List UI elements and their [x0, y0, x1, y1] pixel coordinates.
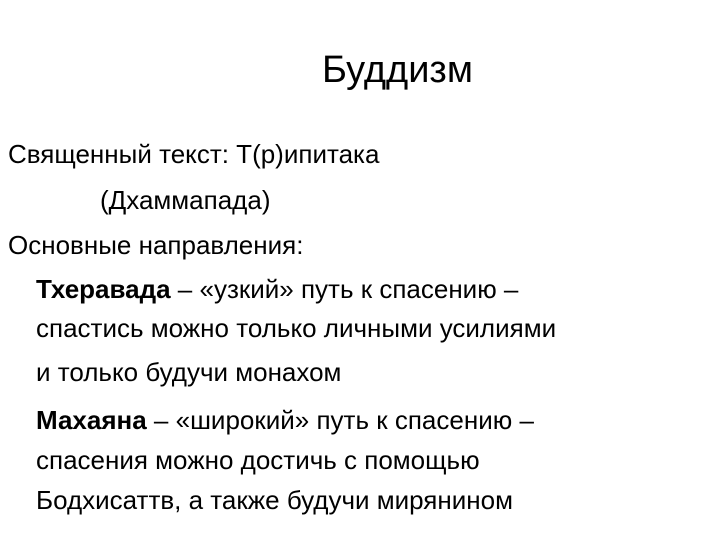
- mahayana-name: Махаяна: [36, 405, 147, 435]
- theravada-desc-1: – «узкий» путь к спасению –: [170, 274, 519, 304]
- sacred-text-note: (Дхаммапада): [100, 185, 271, 215]
- mahayana-desc-1: – «широкий» путь к спасению –: [146, 405, 534, 435]
- directions-heading: Основные направления:: [8, 230, 304, 260]
- theravada-name: Тхеравада: [36, 274, 171, 304]
- theravada-desc-3: и только будучи монахом: [36, 357, 342, 387]
- mahayana-desc-3: Бодхисаттв, а также будучи мирянином: [36, 485, 513, 515]
- mahayana-line-1: [36, 404, 534, 436]
- theravada-desc-2: спастись можно только личными усилиями: [36, 313, 557, 343]
- mahayana-desc-2: спасения можно достичь с помощью: [36, 445, 480, 475]
- sacred-text-label: Священный текст: Т(р)ипитака: [8, 139, 380, 169]
- theravada-line-1: [36, 273, 518, 305]
- slide-title: Буддизм: [322, 49, 473, 91]
